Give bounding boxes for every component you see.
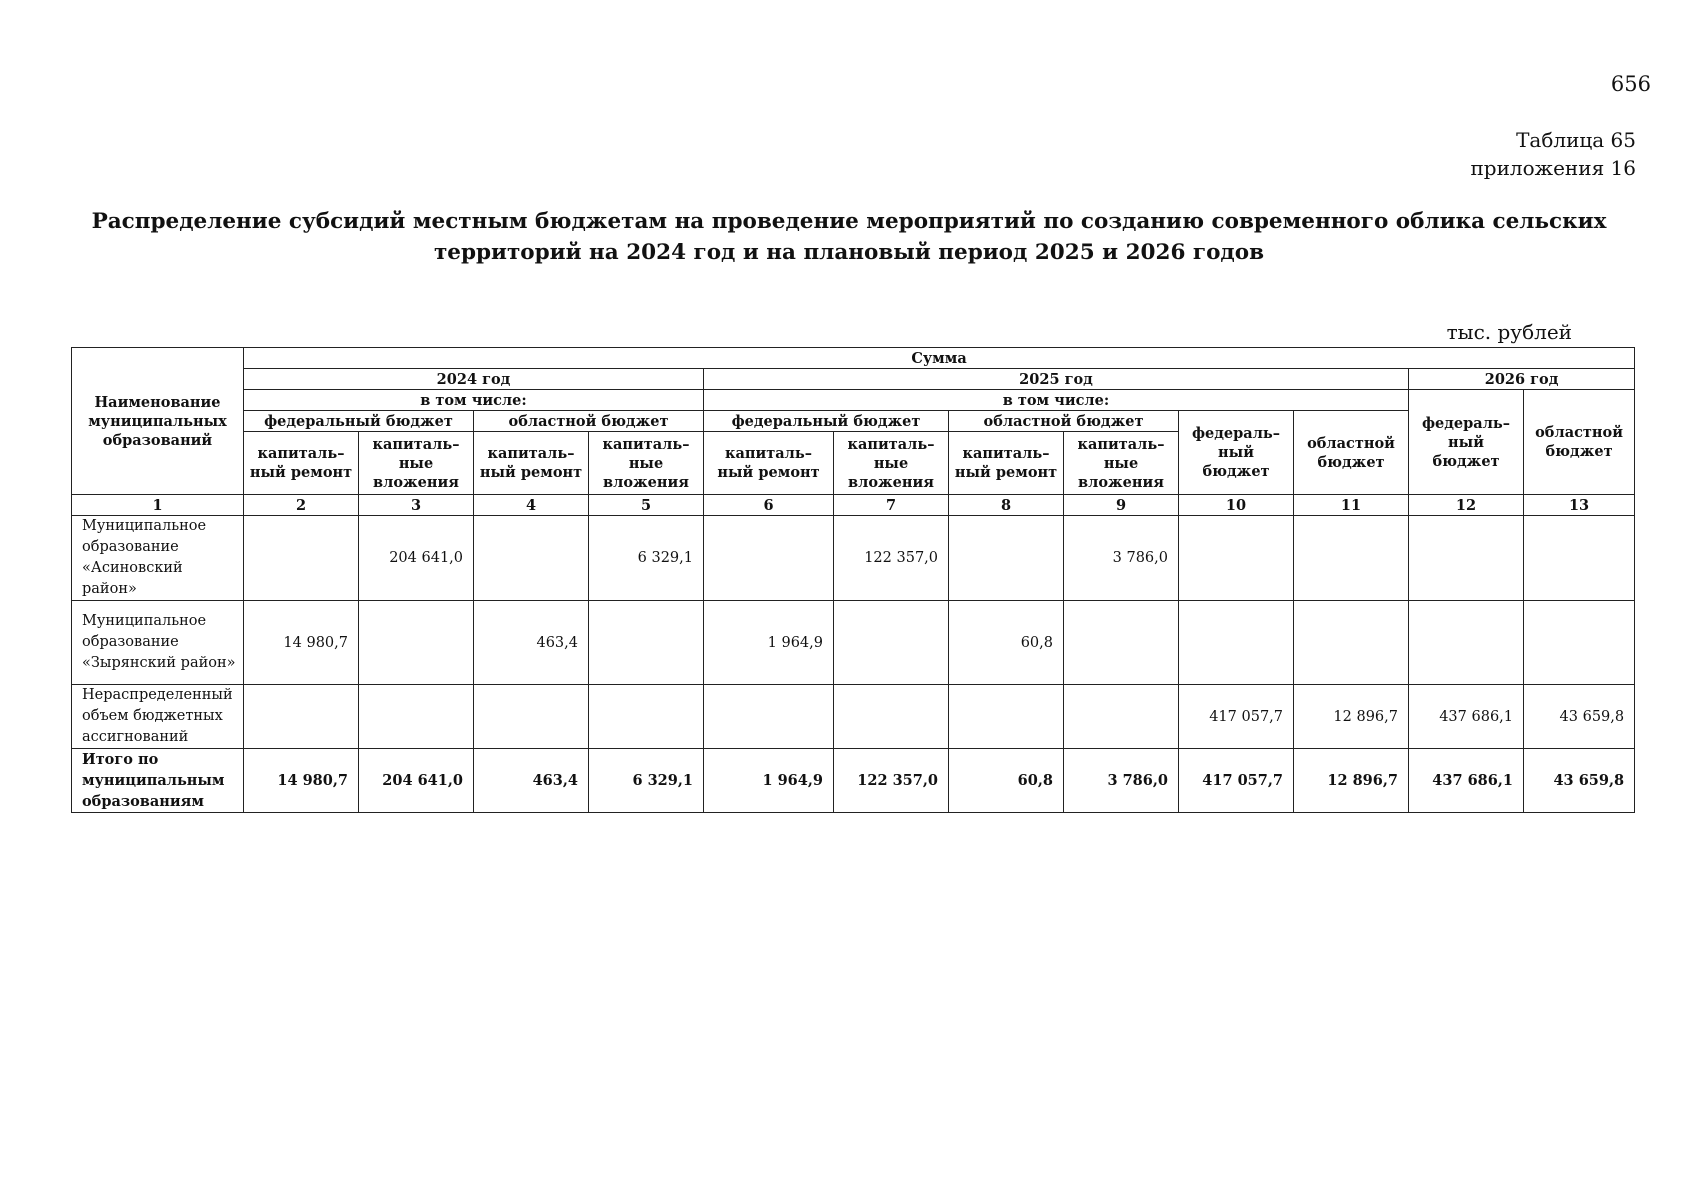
total-value: 204 641,0 [359, 749, 474, 813]
cell-value: 437 686,1 [1409, 685, 1524, 749]
cell-value [359, 601, 474, 685]
cell-value: 463,4 [474, 601, 589, 685]
cell-value [704, 516, 834, 601]
header-sum: Сумма [244, 348, 1635, 369]
cell-value [474, 685, 589, 749]
cell-value [359, 685, 474, 749]
total-value: 122 357,0 [834, 749, 949, 813]
column-number: 10 [1179, 495, 1294, 516]
header-col3-capital-investment: капиталь–ные вложения [359, 432, 474, 495]
cell-value: 43 659,8 [1524, 685, 1635, 749]
header-2024-federal-budget: федеральный бюджет [244, 411, 474, 432]
cell-value: 14 980,7 [244, 601, 359, 685]
column-number: 12 [1409, 495, 1524, 516]
header-year-2025: 2025 год [704, 369, 1409, 390]
cell-value: 1 964,9 [704, 601, 834, 685]
cell-value [1294, 601, 1409, 685]
total-value: 12 896,7 [1294, 749, 1409, 813]
cell-value: 60,8 [949, 601, 1064, 685]
cell-value [1294, 516, 1409, 601]
cell-value: 122 357,0 [834, 516, 949, 601]
cell-value [1179, 601, 1294, 685]
header-2026-regional: областной бюджет [1524, 390, 1635, 495]
header-col7-capital-investment: капиталь–ные вложения [834, 432, 949, 495]
total-value: 14 980,7 [244, 749, 359, 813]
header-year-2024: 2024 год [244, 369, 704, 390]
table-row [72, 516, 1635, 601]
header-col9-capital-investment: капиталь–ные вложения [1064, 432, 1179, 495]
header-2025-regional-short: областной бюджет [1294, 411, 1409, 495]
cell-value [834, 685, 949, 749]
row-name: Муниципальное образование «Асиновский район» [72, 516, 244, 601]
row-name: Муниципальное образование «Зырянский район» [72, 601, 244, 685]
cell-value [949, 685, 1064, 749]
cell-value [704, 685, 834, 749]
column-number: 3 [359, 495, 474, 516]
table-caption [1470, 126, 1636, 182]
page-number: 656 [1610, 72, 1651, 96]
caption-table-number: Таблица 65 [1516, 128, 1636, 152]
column-number: 6 [704, 495, 834, 516]
column-number: 13 [1524, 495, 1635, 516]
cell-value [589, 685, 704, 749]
column-number: 2 [244, 495, 359, 516]
cell-value: 6 329,1 [589, 516, 704, 601]
cell-value [244, 516, 359, 601]
column-number: 4 [474, 495, 589, 516]
row-name: Нераспределенный объем бюджетных ассигнований [72, 685, 244, 749]
cell-value [1409, 516, 1524, 601]
column-number: 8 [949, 495, 1064, 516]
column-number: 7 [834, 495, 949, 516]
total-row-name: Итого по муниципальным образованиям [72, 749, 244, 813]
header-2025-including: в том числе: [704, 390, 1409, 411]
caption-appendix: приложения 16 [1470, 156, 1636, 180]
header-year-2026: 2026 год [1409, 369, 1635, 390]
table-header [72, 348, 1635, 516]
cell-value [1409, 601, 1524, 685]
total-value: 60,8 [949, 749, 1064, 813]
header-2025-regional-budget: областной бюджет [949, 411, 1179, 432]
column-number: 9 [1064, 495, 1179, 516]
table-body [72, 516, 1635, 813]
cell-value [1179, 516, 1294, 601]
total-value: 1 964,9 [704, 749, 834, 813]
cell-value: 417 057,7 [1179, 685, 1294, 749]
total-row [72, 749, 1635, 813]
total-value: 463,4 [474, 749, 589, 813]
cell-value: 12 896,7 [1294, 685, 1409, 749]
cell-value [1524, 601, 1635, 685]
column-number: 11 [1294, 495, 1409, 516]
table-row [72, 601, 1635, 685]
total-value: 6 329,1 [589, 749, 704, 813]
total-value: 3 786,0 [1064, 749, 1179, 813]
header-col5-capital-investment: капиталь–ные вложения [589, 432, 704, 495]
cell-value [244, 685, 359, 749]
cell-value: 3 786,0 [1064, 516, 1179, 601]
header-2025-federal-budget: федеральный бюджет [704, 411, 949, 432]
cell-value [589, 601, 704, 685]
header-col8-capital-repair: капиталь–ный ремонт [949, 432, 1064, 495]
subsidies-table [71, 347, 1635, 813]
header-col2-capital-repair: капиталь–ный ремонт [244, 432, 359, 495]
header-2024-including: в том числе: [244, 390, 704, 411]
cell-value [834, 601, 949, 685]
total-value: 43 659,8 [1524, 749, 1635, 813]
cell-value [1064, 601, 1179, 685]
units-label: тыс. рублей [1446, 320, 1572, 344]
header-2026-federal: федераль–ный бюджет [1409, 390, 1524, 495]
document-title: Распределение субсидий местным бюджетам на проведение мероприятий по созданию современного облика сельских территорий на 2024 год и на плановый период 2025 и 2026 годов [91, 209, 1607, 265]
header-2024-regional-budget: областной бюджет [474, 411, 704, 432]
cell-value [949, 516, 1064, 601]
header-2025-federal-short: федераль–ный бюджет [1179, 411, 1294, 495]
table-row [72, 685, 1635, 749]
cell-value [1524, 516, 1635, 601]
header-municipality: Наименование муниципальных образований [72, 348, 244, 495]
header-col6-capital-repair: капиталь–ный ремонт [704, 432, 834, 495]
total-value: 417 057,7 [1179, 749, 1294, 813]
cell-value [474, 516, 589, 601]
header-col4-capital-repair: капиталь–ный ремонт [474, 432, 589, 495]
column-number: 1 [72, 495, 244, 516]
total-value: 437 686,1 [1409, 749, 1524, 813]
cell-value: 204 641,0 [359, 516, 474, 601]
cell-value [1064, 685, 1179, 749]
column-number: 5 [589, 495, 704, 516]
